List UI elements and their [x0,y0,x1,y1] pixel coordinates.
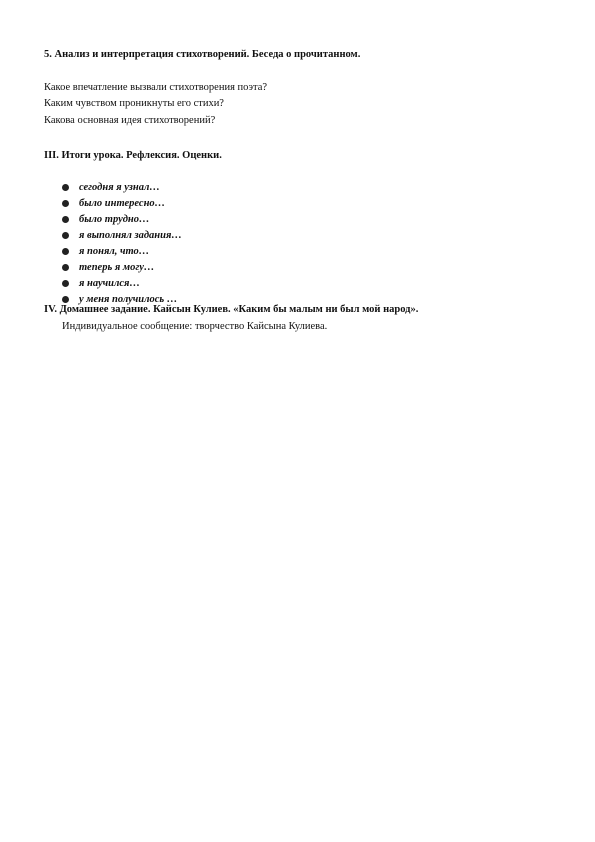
reflection-item [62,244,182,260]
reflection-item-text: я научился… [79,277,140,289]
question-2: Каким чувством проникнуты его стихи? [44,98,224,109]
reflection-item [62,275,182,291]
reflection-item [62,228,182,244]
reflection-item [62,180,182,196]
reflection-item-text: было интересно… [79,198,166,210]
reflection-item [62,259,182,275]
reflection-list [62,180,182,307]
bullet-icon [62,248,69,255]
bullet-icon [62,184,69,191]
question-1: Какое впечатление вызвали стихотворения поэта? [44,82,268,93]
reflection-item-text: я понял, что… [79,246,150,257]
reflection-item-text: теперь я могу… [79,261,155,273]
bullet-icon [62,200,69,207]
bullet-icon [62,264,69,271]
bullet-icon [62,216,69,223]
bullet-icon [62,232,69,239]
reflection-item-text: у меня получилось … [79,293,178,305]
reflection-item [62,212,182,228]
section-4-homework: IV. Домашнее задание. Кайсын Кулиев. «Каким бы малым ни был мой народ». [44,304,419,315]
reflection-item-text: я выполнял задания… [79,230,182,242]
reflection-item-text: было трудно… [79,214,150,226]
individual-report: Индивидуальное сообщение: творчество Кайсына Кулиева. [62,321,328,332]
section-5-heading: 5. Анализ и интерпретация стихотворений. Беседа о прочитанном. [44,49,361,60]
reflection-item-text: сегодня я узнал… [79,182,160,194]
bullet-icon [62,280,69,287]
question-3: Какова основная идея стихотворений? [44,115,216,126]
section-3-heading: III. Итоги урока. Рефлексия. Оценки. [44,150,222,161]
reflection-item [62,196,182,212]
bullet-icon [62,296,69,303]
